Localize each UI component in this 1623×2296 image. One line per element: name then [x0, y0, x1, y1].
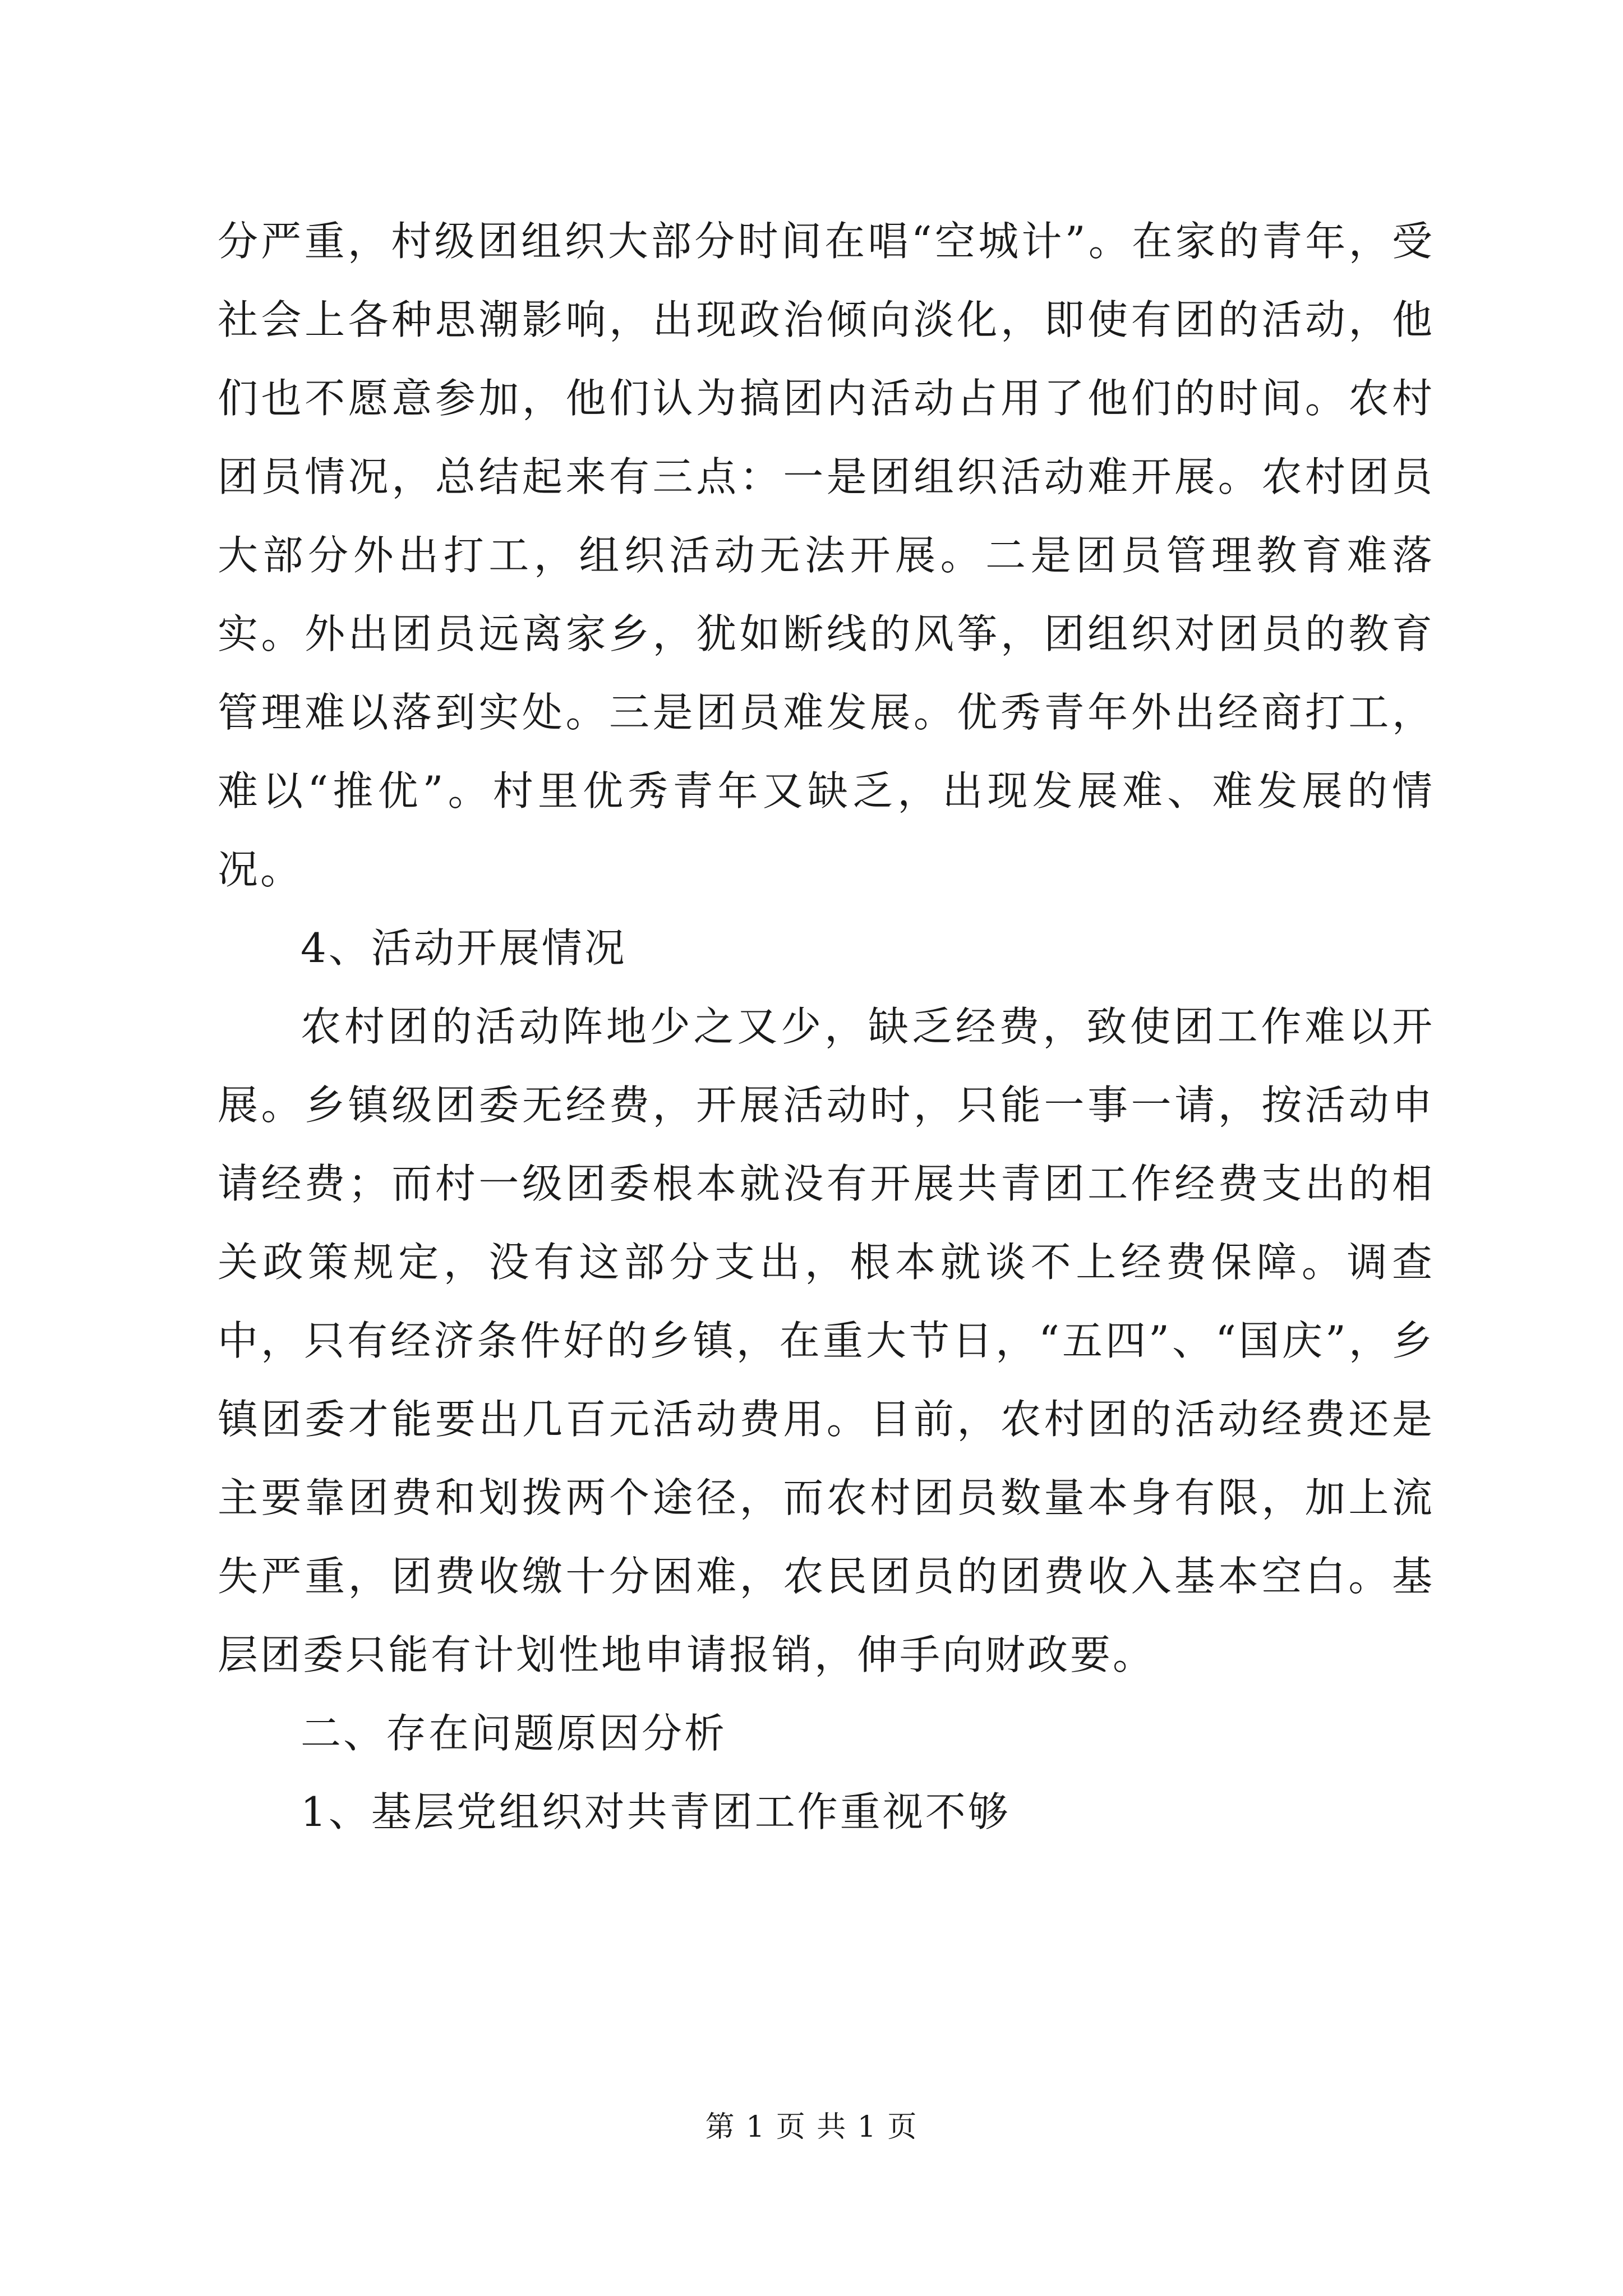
paragraph-continued: 分严重，村级团组织大部分时间在唱“空城计”。在家的青年，受社会上各种思潮影响，出现政治倾向淡化，即使有团的活动，他们也不愿意参加，他们认为搞团内活动占用了他们的时间。农村团员情况，总结起来有三点：一是团组织活动难开展。农村团员大部分外出打工，组织活动无法开展。二是团员管理教育难落实。外出团员远离家乡，犹如断线的风筝，团组织对团员的教育管理难以落到实处。三是团员难发展。优秀青年外出经商打工，难以“推优”。村里优秀青年又缺乏，出现发展难、难发展的情况。	[218, 218, 1435, 893]
paragraph-activity-funding: 农村团的活动阵地少之又少，缺乏经费，致使团工作难以开展。乡镇级团委无经费，开展活动时，只能一事一请，按活动申请经费；而村一级团委根本就没有开展共青团工作经费支出的相关政策规定，没有这部分支出，根本就谈不上经费保障。调查中，只有经济条件好的乡镇，在重大节日，“五四”、“国庆”，乡镇团委才能要出几百元活动费用。目前，农村团的活动经费还是主要靠团费和划拨两个途径，而农村团员数量本身有限，加上流失严重，团费收缴十分困难，农民团员的团费收入基本空白。基层团委只能有计划性地申请报销，伸手向财政要。	[218, 1003, 1435, 1678]
page-footer: 第 1 页 共 1 页	[705, 2110, 918, 2144]
subsection-heading-party-attention: 1、基层党组织对共青团工作重视不够	[301, 1788, 1011, 1835]
document-body	[218, 202, 1435, 1851]
section-heading-activities: 4、活动开展情况	[301, 924, 627, 972]
section-heading-cause-analysis: 二、存在问题原因分析	[301, 1710, 727, 1757]
